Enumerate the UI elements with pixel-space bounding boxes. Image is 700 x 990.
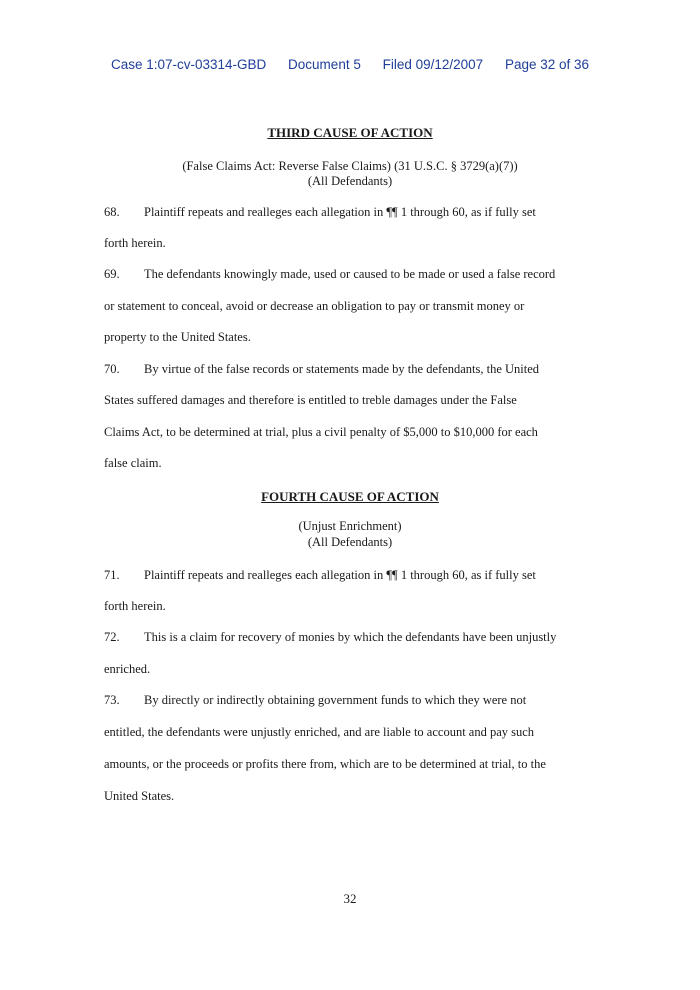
paragraph-number: 68. [104, 205, 120, 219]
ecf-header [0, 57, 700, 72]
fourth-cause-parties: (All Defendants) [307, 535, 393, 549]
page-number: 32 [343, 891, 357, 906]
paragraph-71-line-2: forth herein. [104, 599, 166, 613]
fourth-cause-subtitle: (Unjust Enrichment) [298, 519, 402, 533]
third-cause-subtitle: (False Claims Act: Reverse False Claims) (31 U.S.C. § 3729(a)(7)) [182, 159, 518, 173]
paragraph-text: Plaintiff repeats and realleges each allegation in ¶¶ 1 through 60, as if fully set [144, 568, 536, 582]
fourth-cause-heading: FOURTH CAUSE OF ACTION [261, 489, 439, 504]
paragraph-text: By virtue of the false records or statements made by the defendants, the United [144, 362, 540, 376]
paragraph-number: 69. [104, 267, 120, 281]
third-cause-heading: THIRD CAUSE OF ACTION [267, 125, 433, 140]
paragraph-text: This is a claim for recovery of monies by which the defendants have been unjustly [144, 630, 557, 644]
paragraph-70-line-1 [104, 362, 539, 377]
document-number: Document 5 [288, 57, 361, 72]
paragraph-73-line-4: United States. [104, 789, 175, 803]
paragraph-number: 70. [104, 362, 120, 376]
paragraph-69-line-1 [104, 267, 555, 282]
paragraph-70-line-2: States suffered damages and therefore is entitled to treble damages under the False [104, 393, 517, 407]
paragraph-71-line-1 [104, 568, 536, 583]
paragraph-68-line-1 [104, 205, 536, 220]
paragraph-72-line-2: enriched. [104, 662, 151, 676]
paragraph-68-line-2: forth herein. [104, 236, 166, 250]
paragraph-72-line-1 [104, 630, 556, 645]
paragraph-number: 71. [104, 568, 120, 582]
paragraph-70-line-3: Claims Act, to be determined at trial, plus a civil penalty of $5,000 to $10,000 for each [104, 425, 538, 439]
filed-date: Filed 09/12/2007 [382, 57, 484, 72]
paragraph-69-line-2: or statement to conceal, avoid or decrease an obligation to pay or transmit money or [104, 299, 525, 313]
paragraph-text: By directly or indirectly obtaining government funds to which they were not [144, 693, 527, 707]
paragraph-73-line-2: entitled, the defendants were unjustly enriched, and are liable to account and pay such [104, 725, 535, 739]
paragraph-70-line-4: false claim. [104, 456, 162, 470]
paragraph-73-line-3: amounts, or the proceeds or profits there from, which are to be determined at trial, to the [104, 757, 546, 771]
paragraph-text: Plaintiff repeats and realleges each allegation in ¶¶ 1 through 60, as if fully set [144, 205, 536, 219]
third-cause-parties: (All Defendants) [307, 174, 393, 188]
page-indicator: Page 32 of 36 [504, 57, 590, 72]
paragraph-73-line-1 [104, 693, 526, 708]
paragraph-text: The defendants knowingly made, used or caused to be made or used a false record [144, 267, 556, 281]
paragraph-number: 73. [104, 693, 120, 707]
paragraph-69-line-3: property to the United States. [104, 330, 251, 344]
paragraph-number: 72. [104, 630, 120, 644]
case-number: Case 1:07-cv-03314-GBD [110, 57, 267, 72]
